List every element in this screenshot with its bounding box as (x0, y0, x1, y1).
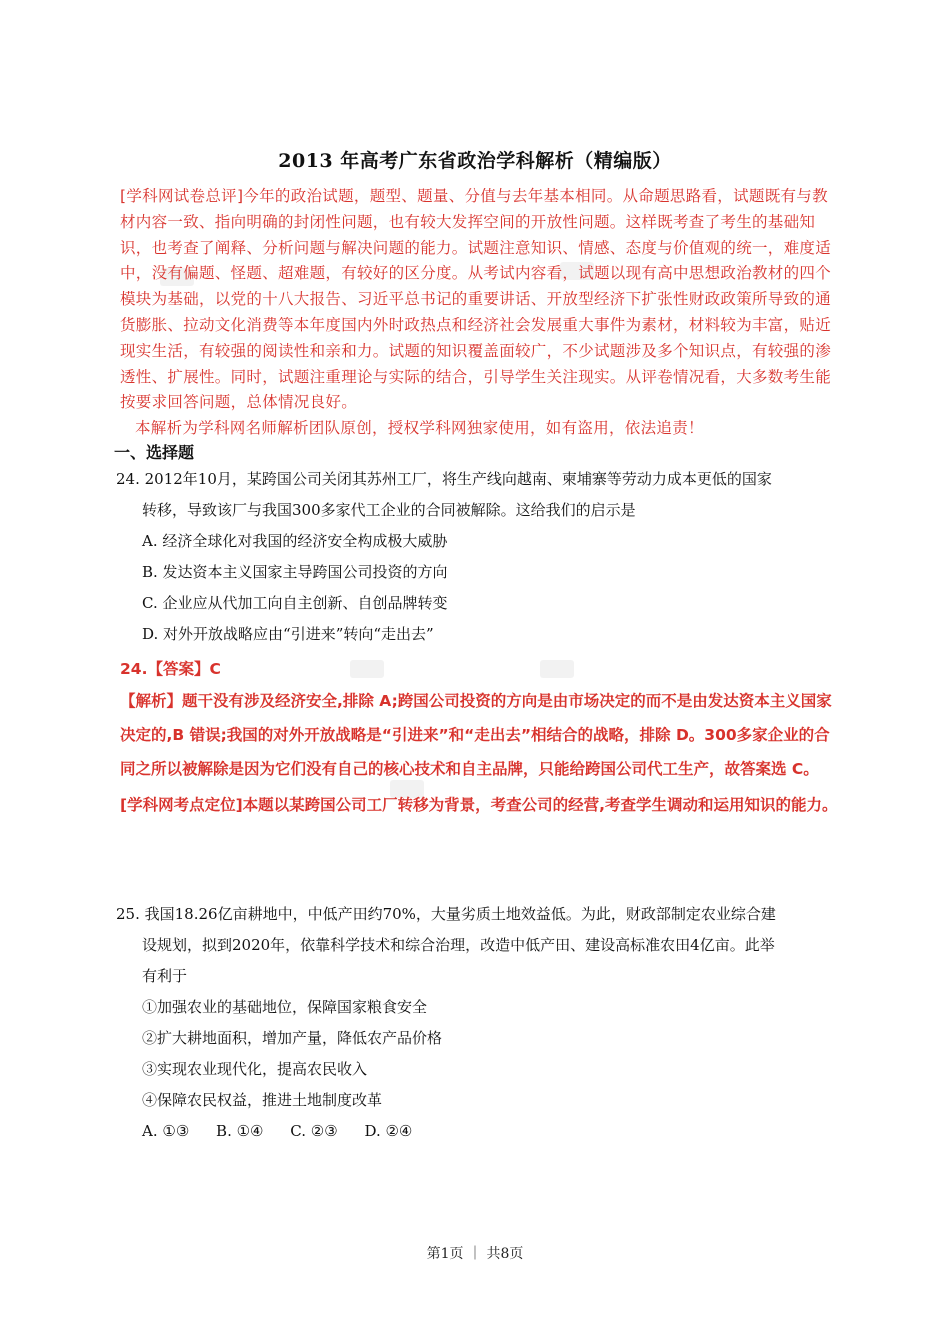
copyright-notice: 本解析为学科网名师解析团队原创，授权学科网独家使用，如有盗用，依法追责！ (135, 419, 704, 438)
analysis-text: 【解析】题干没有涉及经济安全,排除 A;跨国公司投资的方向是由市场决定的而不是由发达资本主义国家决定的,B 错误;我国的对外开放战略是“引进来”和“走出去”相结合的战略，排除 D。300多家企业的合同之所以被解除是因为它们没有自己的核心技术和自主品牌，只能给跨国公司代工生产，故答案选 C。 (120, 692, 832, 778)
statement-3: ③实现农业现代化，提高农民收入 (142, 1060, 368, 1078)
choice-b: B. ①④ (216, 1122, 264, 1140)
question-stem-cont: 设规划，拟到2020年，依靠科学技术和综合治理，改造中低产田、建设高标准农田4亿亩。此举 (142, 936, 775, 954)
overview-paragraph: [学科网试卷总评]今年的政治试题，题型、题量、分值与去年基本相同。从命题思路看，试题既有与教材内容一致、指向明确的封闭性问题，也有较大发挥空间的开放性问题。这样既考查了考生的基础知识，也考查了阐释、分析问题与解决问题的能力。试题注意知识、情感、态度与价值观的统一，难度适中，没有偏题、怪题、超难题，有较好的区分度。从考试内容看，试题以现有高中思想政治教材的四个模块为基础，以党的十八大报告、习近平总书记的重要讲话、开放型经济下扩张性财政政策所导致的通货膨胀、拉动文化消费等本年度国内外时政热点和经济社会发展重大事件为素材，材料较为丰富，贴近现实生活，有较强的阅读性和亲和力。试题的知识覆盖面较广，不少试题涉及多个知识点，有较强的渗透性、扩展性。同时，试题注重理论与实际的结合，引导学生关注现实。从评卷情况看，大多数考生能按要求回答问题，总体情况良好。 (120, 187, 832, 412)
question-stem: 25. 我国18.26亿亩耕地中，中低产田约70%，大量劣质土地效益低。为此，财政部制定农业综合建 (116, 905, 776, 923)
question-stem-cont: 有利于 (142, 967, 188, 985)
question-24 (116, 464, 846, 650)
question-stem: 24. 2012年10月，某跨国公司关闭其苏州工厂，将生产线向越南、柬埔寨等劳动力成本更低的国家 (116, 470, 772, 488)
option-b: B. 发达资本主义国家主导跨国公司投资的方向 (142, 563, 448, 581)
choice-c: C. ②③ (290, 1122, 338, 1140)
question-stem-cont: 转移，导致该厂与我国300多家代工企业的合同被解除。这给我们的启示是 (142, 501, 636, 519)
option-a: A. 经济全球化对我国的经济安全构成极大威胁 (142, 532, 448, 550)
document-title: 2013 年高考广东省政治学科解析（精编版） (278, 150, 672, 172)
choices-row (116, 1116, 846, 1147)
knowledge-point: [学科网考点定位]本题以某跨国公司工厂转移为背景，考查公司的经营,考查学生调动和运用知识的能力。 (120, 796, 838, 814)
question-25 (116, 899, 846, 1147)
choice-d: D. ②④ (364, 1122, 413, 1140)
choice-a: A. ①③ (142, 1122, 190, 1140)
option-c: C. 企业应从代加工向自主创新、自创品牌转变 (142, 594, 448, 612)
statement-2: ②扩大耕地面积，增加产量，降低农产品价格 (142, 1029, 443, 1047)
answer-24 (120, 654, 845, 818)
statement-4: ④保障农民权益，推进土地制度改革 (142, 1091, 383, 1109)
exam-overview (120, 184, 842, 442)
statement-1: ①加强农业的基础地位，保障国家粮食安全 (142, 998, 428, 1016)
page-footer: 第1页 ｜ 共8页 (426, 1246, 524, 1262)
section-heading: 一、选择题 (114, 443, 195, 462)
answer-label: 24.【答案】C (120, 660, 221, 678)
option-d: D. 对外开放战略应由“引进来”转向“走出去” (142, 625, 434, 643)
